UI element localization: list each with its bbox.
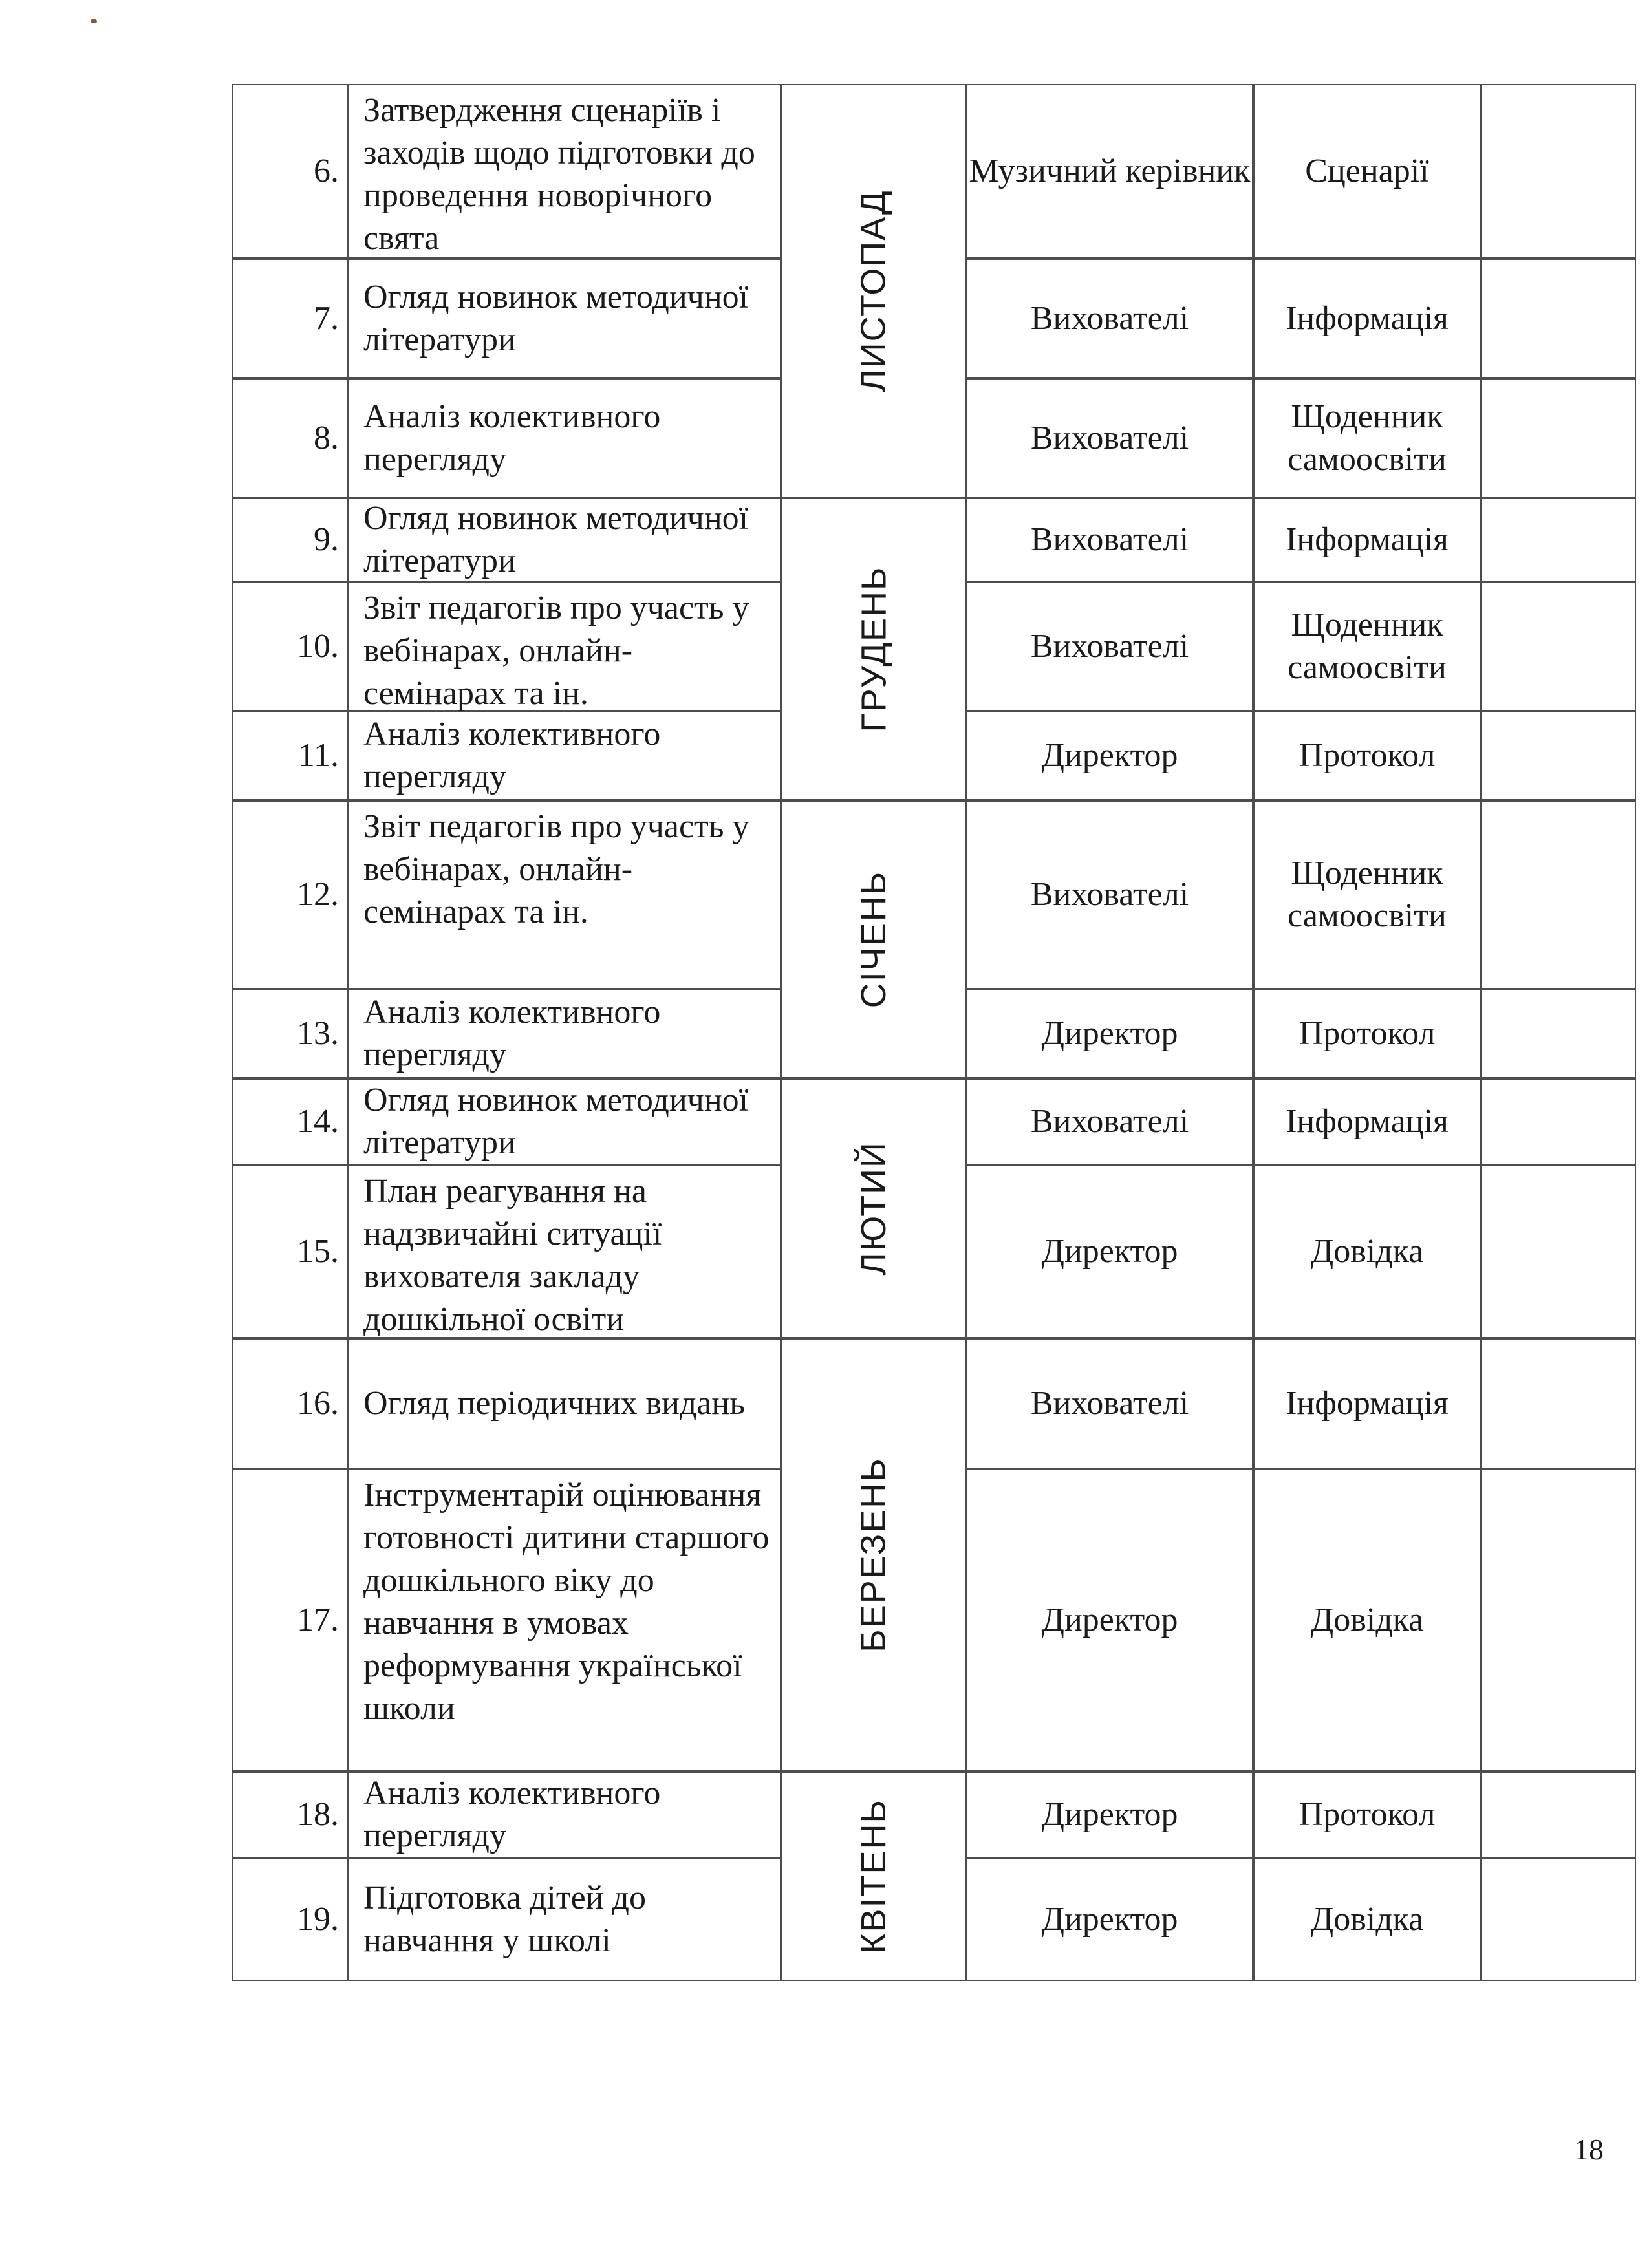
row-responsible	[966, 1165, 1253, 1338]
row-number-text: 9.	[314, 521, 339, 558]
row-number-text: 17.	[297, 1601, 339, 1638]
row-result	[1253, 1771, 1481, 1858]
row-result	[1253, 378, 1481, 498]
row-number-text: 6.	[314, 153, 339, 189]
row-topic	[348, 1338, 781, 1469]
row-result-text: Протокол	[1299, 1796, 1436, 1833]
row-responsible-text: Директор	[1041, 737, 1178, 774]
row-empty-cell	[1481, 1165, 1636, 1338]
row-empty-cell	[1481, 800, 1636, 989]
row-responsible-text: Директор	[1041, 1233, 1178, 1270]
row-topic	[348, 84, 781, 259]
row-topic-text: Огляд новинок методичної літератури	[363, 1082, 749, 1161]
row-number-text: 8.	[314, 419, 339, 456]
row-empty-cell	[1481, 1771, 1636, 1858]
row-empty-cell	[1481, 989, 1636, 1078]
row-responsible-text: Директор	[1041, 1901, 1178, 1938]
row-number-text: 12.	[297, 876, 339, 913]
row-topic	[348, 1078, 781, 1165]
row-responsible	[966, 1771, 1253, 1858]
row-number	[232, 800, 348, 989]
row-number	[232, 378, 348, 498]
row-topic-text: Аналіз колективного перегляду	[363, 994, 661, 1073]
row-responsible-text: Вихователі	[1030, 1103, 1189, 1140]
row-number	[232, 1771, 348, 1858]
row-number	[232, 1469, 348, 1771]
row-topic-text: Підготовка дітей до навчання у школі	[363, 1879, 646, 1959]
row-responsible-text: Вихователі	[1030, 1385, 1189, 1422]
row-responsible	[966, 259, 1253, 378]
row-topic	[348, 1469, 781, 1771]
row-number-text: 18.	[297, 1796, 339, 1833]
row-number-text: 7.	[314, 299, 339, 337]
scan-speck	[91, 19, 97, 23]
row-topic-text: Затвердження сценаріїв і заходів щодо підготовки до проведення новорічного свята	[363, 92, 755, 257]
month-cell	[781, 1771, 966, 1981]
row-number-text: 15.	[297, 1233, 339, 1270]
row-responsible-text: Директор	[1041, 1796, 1178, 1833]
row-result	[1253, 1078, 1481, 1165]
row-result-text: Інформація	[1286, 1385, 1449, 1422]
row-topic	[348, 498, 781, 582]
row-responsible	[966, 711, 1253, 800]
row-result-text: Довідка	[1310, 1901, 1424, 1938]
row-responsible-text: Вихователі	[1030, 299, 1189, 337]
row-responsible-text: Вихователі	[1030, 876, 1189, 913]
row-empty-cell	[1481, 378, 1636, 498]
row-responsible-text: Вихователі	[1030, 628, 1189, 665]
row-topic-text: Аналіз колективного перегляду	[363, 398, 661, 478]
month-cell	[781, 498, 966, 800]
month-cell	[781, 800, 966, 1078]
row-number	[232, 1338, 348, 1469]
row-responsible	[966, 498, 1253, 582]
row-number-text: 16.	[297, 1385, 339, 1422]
row-responsible	[966, 1858, 1253, 1981]
row-result	[1253, 711, 1481, 800]
row-result	[1253, 1338, 1481, 1469]
row-responsible-text: Музичний керівник	[969, 153, 1251, 189]
row-result-text: Сценарії	[1305, 153, 1429, 189]
row-empty-cell	[1481, 1469, 1636, 1771]
row-topic	[348, 259, 781, 378]
row-result	[1253, 989, 1481, 1078]
row-result-text: Протокол	[1299, 737, 1436, 774]
row-empty-cell	[1481, 259, 1636, 378]
row-result-text: Щоденник самоосвіти	[1288, 606, 1447, 686]
month-label: ЛИСТОПАД	[854, 189, 893, 392]
row-number-text: 11.	[297, 737, 339, 774]
row-responsible	[966, 378, 1253, 498]
row-responsible-text: Вихователі	[1030, 521, 1189, 558]
row-number	[232, 259, 348, 378]
row-topic	[348, 1771, 781, 1858]
row-empty-cell	[1481, 1338, 1636, 1469]
row-topic-text: Звіт педагогів про участь у вебінарах, онлайн-семінарах та ін.	[363, 590, 749, 712]
row-result	[1253, 498, 1481, 582]
row-number-text: 13.	[297, 1015, 339, 1052]
row-topic	[348, 582, 781, 711]
month-label: ГРУДЕНЬ	[854, 566, 893, 733]
row-empty-cell	[1481, 1078, 1636, 1165]
row-topic-text: Огляд новинок методичної літератури	[363, 500, 749, 579]
row-responsible	[966, 800, 1253, 989]
row-result	[1253, 800, 1481, 989]
row-topic	[348, 1858, 781, 1981]
row-number	[232, 498, 348, 582]
row-number	[232, 711, 348, 800]
row-result	[1253, 582, 1481, 711]
row-result-text: Протокол	[1299, 1015, 1436, 1052]
row-topic-text: План реагування на надзвичайні ситуації вихователя закладу дошкільної освіти	[363, 1173, 662, 1338]
row-number-text: 14.	[297, 1103, 339, 1140]
row-topic-text: Звіт педагогів про участь у вебінарах, онлайн-семінарах та ін.	[363, 808, 749, 930]
month-cell	[781, 1338, 966, 1771]
month-label: СІЧЕНЬ	[854, 870, 893, 1009]
row-topic	[348, 989, 781, 1078]
row-responsible	[966, 989, 1253, 1078]
row-number	[232, 1165, 348, 1338]
row-result	[1253, 1469, 1481, 1771]
row-result	[1253, 1858, 1481, 1981]
row-responsible-text: Директор	[1041, 1601, 1178, 1638]
row-result-text: Довідка	[1310, 1233, 1424, 1270]
row-number-text: 10.	[297, 628, 339, 665]
row-empty-cell	[1481, 582, 1636, 711]
page-number: 18	[1574, 2133, 1604, 2166]
row-topic	[348, 378, 781, 498]
month-cell	[781, 84, 966, 498]
row-empty-cell	[1481, 711, 1636, 800]
month-label: БЕРЕЗЕНЬ	[854, 1457, 893, 1653]
row-responsible	[966, 1078, 1253, 1165]
row-responsible	[966, 1469, 1253, 1771]
row-number	[232, 1078, 348, 1165]
row-result-text: Інформація	[1286, 521, 1449, 558]
row-result-text: Інформація	[1286, 299, 1449, 337]
row-topic-text: Інструментарій оцінювання готовності дитини старшого дошкільного віку до навчання в умовах реформування української школи	[363, 1477, 770, 1727]
row-number	[232, 1858, 348, 1981]
row-empty-cell	[1481, 84, 1636, 259]
month-label: ЛЮТИЙ	[854, 1141, 893, 1276]
row-result	[1253, 84, 1481, 259]
row-empty-cell	[1481, 498, 1636, 582]
row-number	[232, 989, 348, 1078]
row-result-text: Інформація	[1286, 1103, 1449, 1140]
row-number	[232, 84, 348, 259]
row-responsible-text: Вихователі	[1030, 419, 1189, 456]
row-topic	[348, 711, 781, 800]
row-topic	[348, 800, 781, 989]
month-cell	[781, 1078, 966, 1338]
row-result-text: Щоденник самоосвіти	[1288, 855, 1447, 934]
row-responsible	[966, 84, 1253, 259]
row-result-text: Довідка	[1310, 1601, 1424, 1638]
row-responsible	[966, 582, 1253, 711]
row-empty-cell	[1481, 1858, 1636, 1981]
month-label: КВІТЕНЬ	[854, 1799, 893, 1954]
row-topic-text: Огляд новинок методичної літератури	[363, 278, 749, 358]
row-responsible	[966, 1338, 1253, 1469]
row-responsible-text: Директор	[1041, 1015, 1178, 1052]
row-result	[1253, 1165, 1481, 1338]
row-number-text: 19.	[297, 1901, 339, 1938]
row-number	[232, 582, 348, 711]
row-topic-text: Огляд періодичних видань	[363, 1385, 745, 1422]
row-topic-text: Аналіз колективного перегляду	[363, 1775, 661, 1854]
row-topic	[348, 1165, 781, 1338]
row-result	[1253, 259, 1481, 378]
row-topic-text: Аналіз колективного перегляду	[363, 716, 661, 795]
row-result-text: Щоденник самоосвіти	[1288, 398, 1447, 478]
